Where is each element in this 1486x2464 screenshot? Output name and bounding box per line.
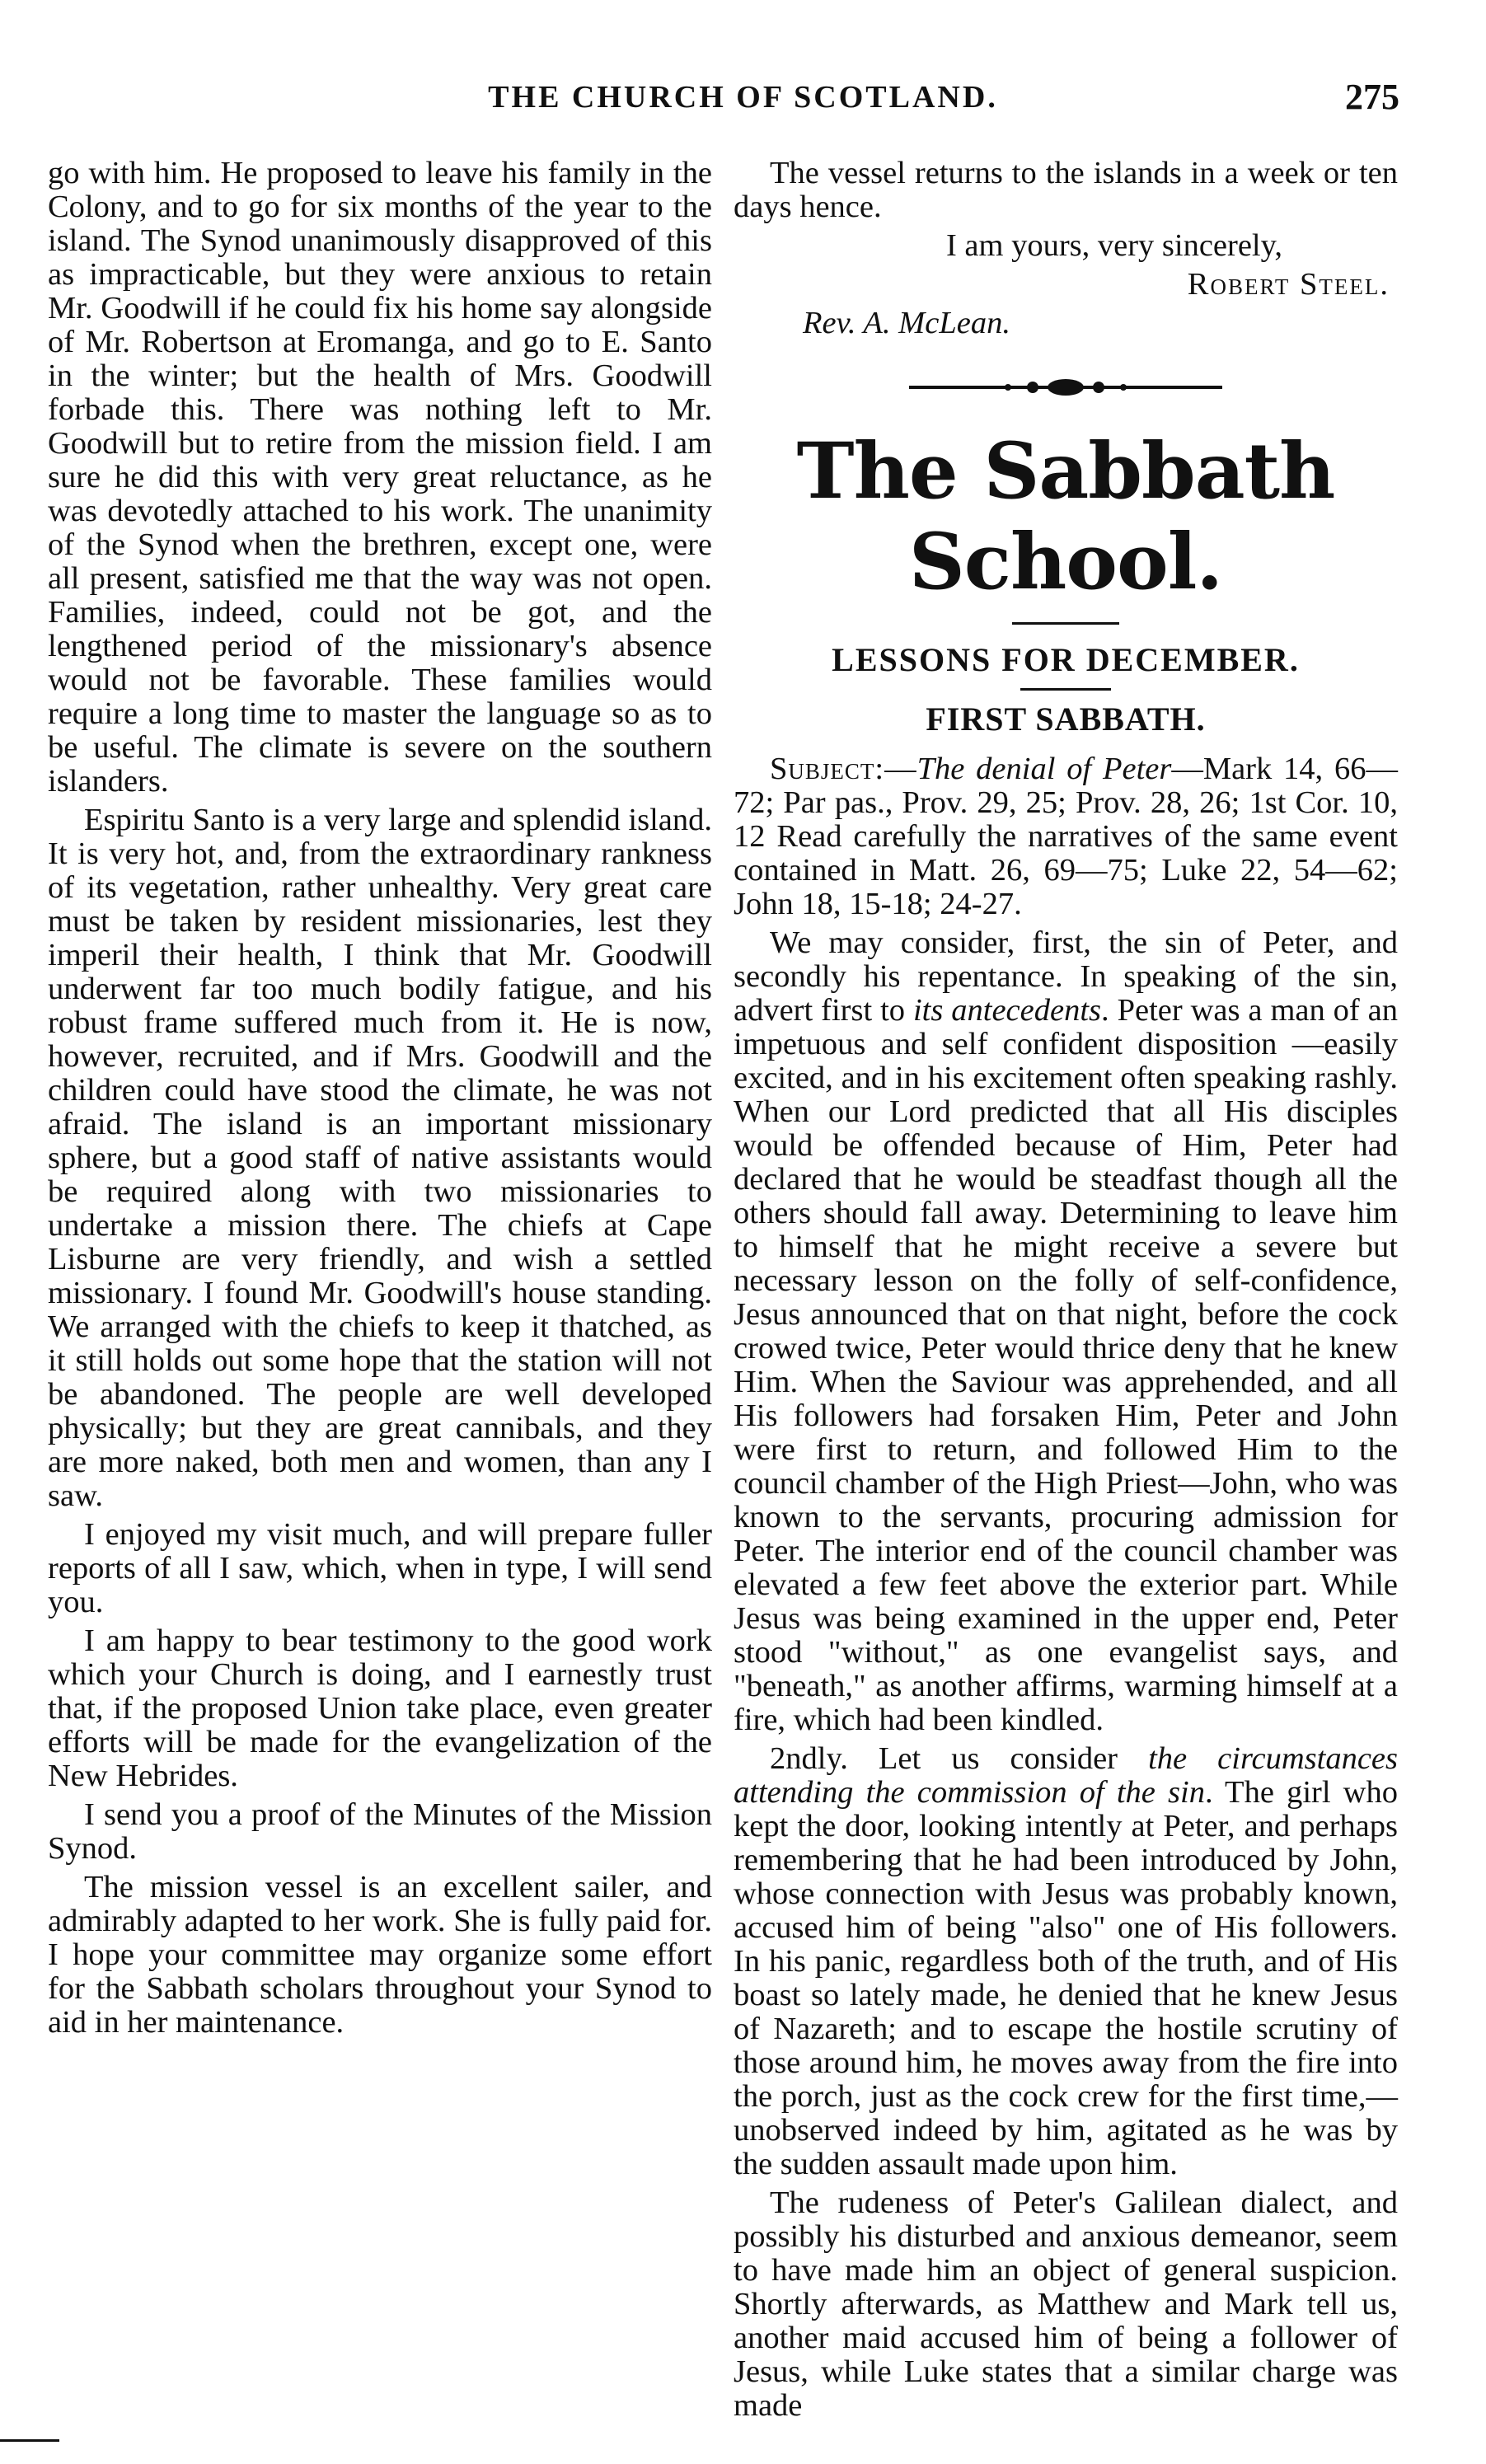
page-number: 275 xyxy=(1345,77,1399,117)
paragraph: I send you a proof of the Minutes of the Mission Synod. xyxy=(48,1797,712,1866)
emphasis: its antecedents xyxy=(912,993,1102,1028)
letter-addressee: Rev. A. McLean. xyxy=(803,306,1010,340)
subject-title: The denial of Peter xyxy=(916,752,1172,786)
text-run: . The girl who kept the door, looking intently at Peter, and perhaps remembering that he had been introduced by John, whose connection with Jesus was probably known, accused him of being "also" one of His followers. In his panic, regardless both of the truth, and of His boast so lately made, he denied that he knew Jesus of Nazareth; and to escape the hostile scrutiny of those around him, he moves away from the fire into the porch, just as the cock crew for the first time,—unobserved indeed by him, agitated as he was by the sudden assault made upon him. xyxy=(734,1775,1398,2181)
running-head-title: THE CHURCH OF SCOTLAND. xyxy=(488,80,998,115)
emphasis: the circumstances attending the commission of the sin xyxy=(734,1741,1398,1810)
paragraph xyxy=(734,1742,1398,2181)
paragraph: I enjoyed my visit much, and will prepare fuller reports of all I saw, which, when in type, I will send you. xyxy=(48,1517,712,1619)
left-column xyxy=(48,157,712,2040)
paragraph: The mission vessel is an excellent sailer, and admirably adapted to her work. She is fully paid for. I hope your committee may organize some effort for the Sabbath scholars throughout your Synod to aid in her maintenance. xyxy=(48,1870,712,2040)
text-run: 2ndly. Let us consider xyxy=(770,1741,1149,1776)
divider xyxy=(1012,622,1119,625)
paragraph: go with him. He proposed to leave his family in the Colony, and to go for six months of the year to the island. The Synod unanimously disapproved of this as impracticable, but they were anxious to retain Mr. Goodwill if he could fix his home say alongside of Mr. Robertson at Eromanga, and go to E. Santo in the winter; but the health of Mrs. Goodwill forbade this. There was nothing left to Mr. Goodwill but to retire from the mission field. I am sure he did this with very great reluctance, as he was devotedly attached to his work. The unanimity of the Synod when the brethren, except one, were all present, satisfied me that the way was not open. Families, indeed, could not be got, and the lengthened period of the missionary's absence would not be favorable. These families would require a long time to master the language so as to be useful. The climate is severe on the southern islanders. xyxy=(48,156,712,799)
text-run: . Peter was a man of an impetuous and self confident disposition —easily excited, and in his excitement often speaking rashly. When our Lord predicted that all His disciples would be offended because of Him, Peter had declared that he would be steadfast though all the others should fall away. Determining to leave him to himself that he might receive a severe but necessary lesson on the folly of self-confidence, Jesus announced that on that night, before the cock crowed twice, Peter would thrice deny that he knew Him. When the Saviour was apprehended, and all His followers had forsaken Him, Peter and John were first to return, and followed Him to the council chamber of the High Priest—John, who was known to the servants, procuring admission for Peter. The interior end of the council chamber was elevated a few feet above the exterior part. While Jesus was being examined in the upper end, Peter stood "without," as one evangelist says, and "beneath," as another affirms, warming himself at a fire, which had been kindled. xyxy=(734,993,1398,1737)
paragraph: I am happy to bear testimony to the good work which your Church is doing, and I earnestly trust that, if the proposed Union take place, even greater efforts will be made for the evangelization of the New Hebrides. xyxy=(48,1623,712,1793)
lessons-heading: LESSONS FOR DECEMBER. xyxy=(832,641,1300,678)
letter-closing-paragraph: The vessel returns to the islands in a week or ten days hence. xyxy=(734,156,1398,224)
paragraph: The rudeness of Peter's Galilean dialect, and possibly his disturbed and anxious demeanor, seem to have made him an object of general suspicion. Shortly afterwards, as Matthew and Mark tell us, another maid accused him of being a follower of Jesus, while Luke states that a similar charge was made xyxy=(734,2185,1398,2423)
text-run: We may consider, first, the sin of Peter, and secondly his repentance. In speaking of the sin, advert first to xyxy=(734,925,1398,1028)
subject-references: —Mark 14, 66—72; Par pas., Prov. 29, 25; Prov. 28, 26; 1st Cor. 10, 12 Read carefully the narratives of the same event contained in Matt. 26, 69—75; Luke 22, 54—62; John 18, 15-18; 24-27. xyxy=(734,752,1398,921)
page-edge-rule xyxy=(0,2439,59,2442)
paragraph xyxy=(734,926,1398,1737)
letter-signature: Robert Steel. xyxy=(1187,267,1390,302)
subject-label: Subject:— xyxy=(770,752,917,786)
running-head xyxy=(0,79,1486,129)
right-column xyxy=(734,157,1398,2423)
paragraph: Espiritu Santo is a very large and splendid island. It is very hot, and, from the extraordinary rankness of its vegetation, rather unhealthy. Very great care must be taken by resident missionaries, lest they imperil their health, I think that Mr. Goodwill underwent far too much bodily fatigue, and his robust frame suffered much from it. He is now, however, recruited, and if Mrs. Goodwill and the children could have stood the climate, he was not afraid. The island is an important missionary sphere, but a good staff of native assistants would be required along with two missionaries to undertake a mission there. The chiefs at Cape Lisburne are very friendly, and wish a settled missionary. I found Mr. Goodwill's house standing. We arranged with the chiefs to keep it thatched, as it still holds out some hope that the station will not be abandoned. The people are well developed physically; but they are great cannibals, and they are more naked, both men and women, than any I saw. xyxy=(48,803,712,1513)
ornament-divider-icon xyxy=(909,375,1222,400)
section-title: The Sabbath School. xyxy=(796,426,1335,607)
divider xyxy=(1020,688,1111,691)
subject-paragraph xyxy=(734,752,1398,921)
sabbath-heading: FIRST SABBATH. xyxy=(926,700,1206,738)
letter-closing: I am yours, very sincerely, xyxy=(945,228,1282,263)
